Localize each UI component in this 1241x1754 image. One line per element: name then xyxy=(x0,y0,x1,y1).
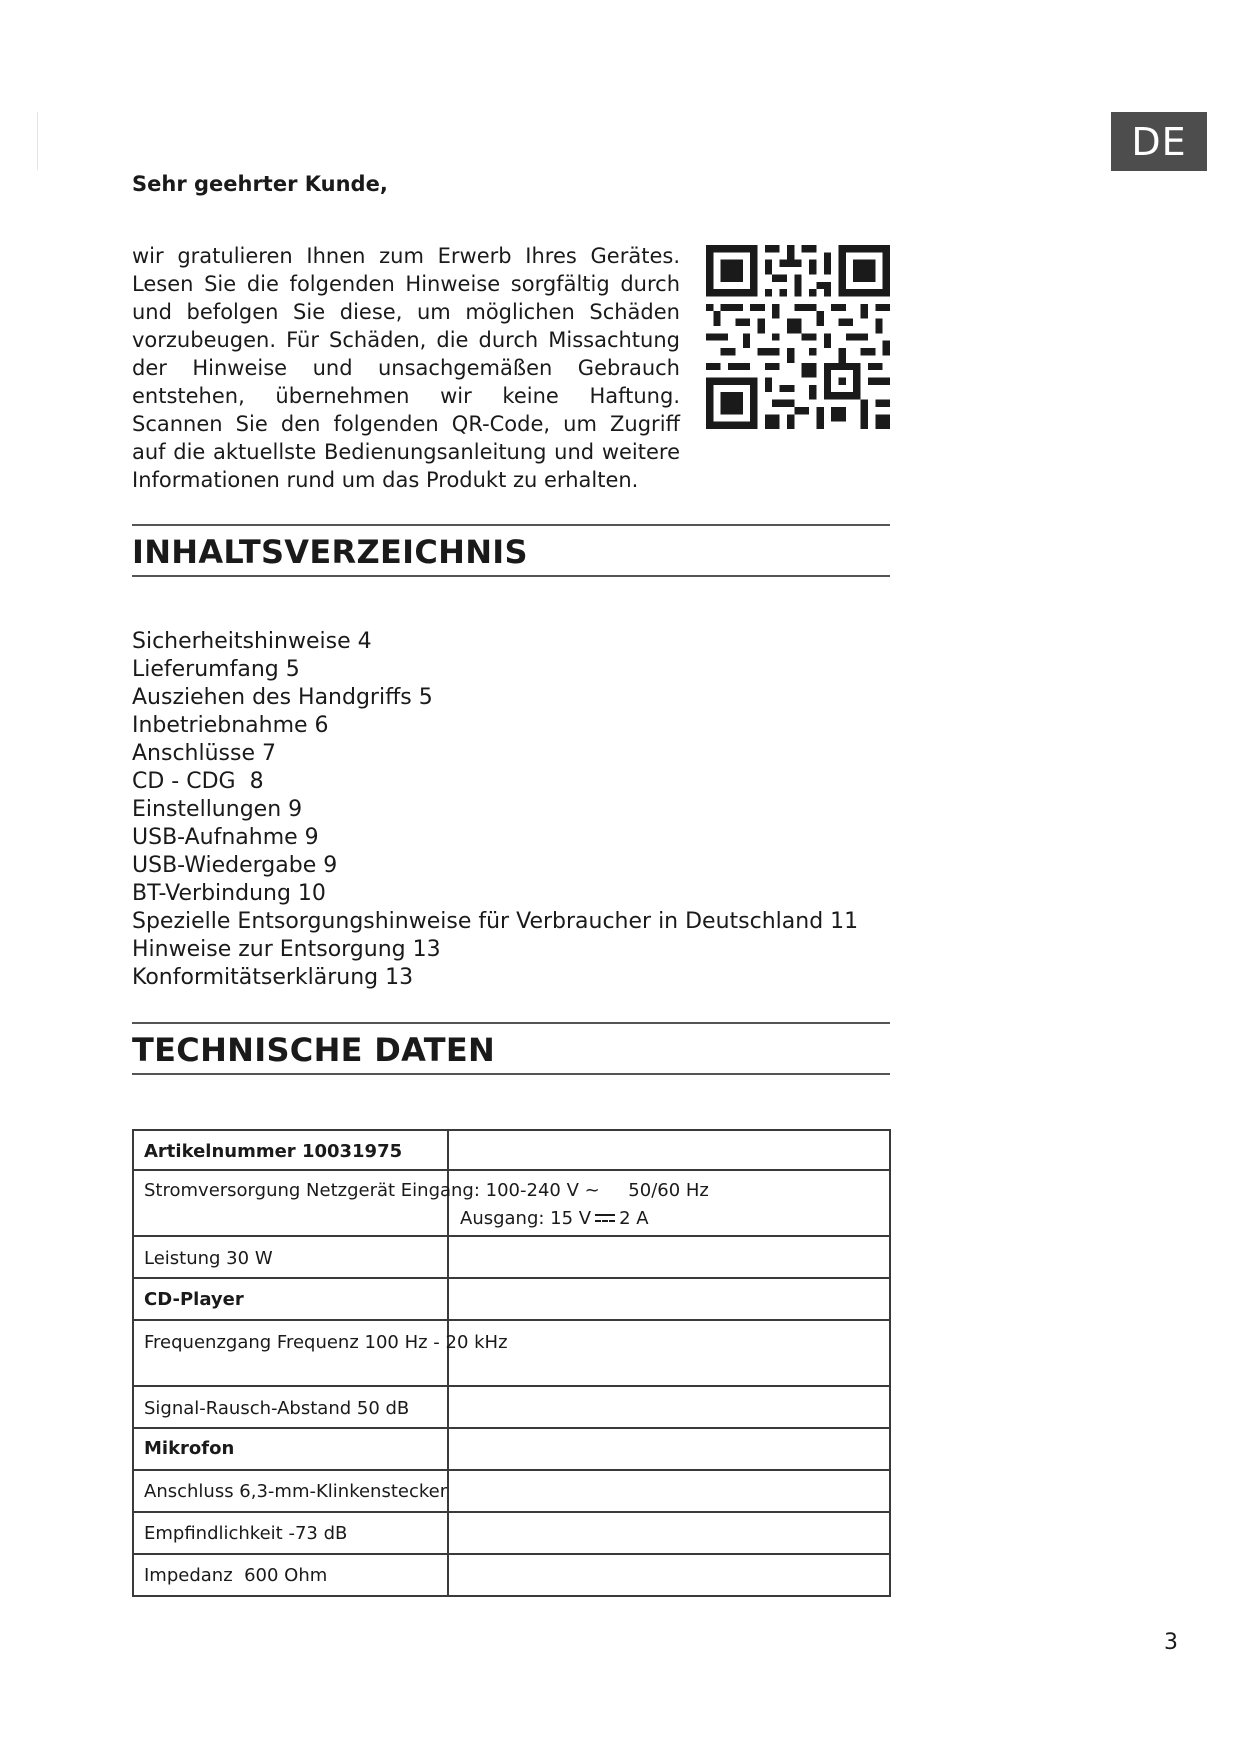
spec-power-output-current: 2 A xyxy=(619,1208,649,1229)
spec-power-output-label: Ausgang: 15 V xyxy=(460,1208,592,1229)
spec-frequency: Frequenzgang Frequenz 100 Hz - 20 kHz xyxy=(144,1332,508,1353)
toc-item: Lieferumfang 5 xyxy=(132,657,300,682)
toc-top-rule xyxy=(132,524,890,526)
intro-text: wir gratulieren Ihnen zum Erwerb Ihres Gerätes. Lesen Sie die folgenden Hinweise sorgfältig durch und befolgen Sie diese, um möglichen Schäden vorzubeugen. Für Schäden, die durch Missachtung der Hinweise und unsachgemäßen Gebrauch entstehen, übernehmen wir keine Haftung. Scannen Sie den folgenden QR-Code, um Zugriff auf die aktuellste Bedienungsanleitung und weitere Informationen rund um das Produkt zu erhalten. xyxy=(132,244,680,492)
specs-bottom-rule xyxy=(132,1073,890,1075)
table-row xyxy=(133,1278,890,1320)
toc-item: USB-Wiedergabe 9 xyxy=(132,853,338,878)
table-row xyxy=(133,1170,890,1236)
spec-snr: Signal-Rausch-Abstand 50 dB xyxy=(144,1398,410,1419)
table-row xyxy=(133,1554,890,1596)
margin-mark xyxy=(37,112,38,170)
table-row xyxy=(133,1470,890,1512)
specs-table xyxy=(132,1129,891,1597)
toc-item: CD - CDG 8 xyxy=(132,769,264,794)
toc-item: Ausziehen des Handgriffs 5 xyxy=(132,685,433,710)
toc-item: USB-Aufnahme 9 xyxy=(132,825,319,850)
table-row xyxy=(133,1512,890,1554)
toc-item: Anschlüsse 7 xyxy=(132,741,276,766)
table-of-contents xyxy=(132,628,858,992)
language-tab: DE xyxy=(1111,112,1207,171)
spec-cd-player: CD-Player xyxy=(144,1289,244,1310)
toc-item: Hinweise zur Entsorgung 13 xyxy=(132,937,441,962)
toc-item: Spezielle Entsorgungshinweise für Verbraucher in Deutschland 11 xyxy=(132,909,859,934)
spec-microphone: Mikrofon xyxy=(144,1438,235,1459)
spec-power-supply: Stromversorgung Netzgerät Eingang: 100-240 V ~ 50/60 Hz xyxy=(144,1180,709,1201)
dc-symbol-icon xyxy=(595,1214,615,1224)
toc-bottom-rule xyxy=(132,575,890,577)
toc-item: Einstellungen 9 xyxy=(132,797,303,822)
table-row xyxy=(133,1236,890,1278)
toc-item: Inbetriebnahme 6 xyxy=(132,713,329,738)
spec-impedance: Impedanz 600 Ohm xyxy=(144,1565,328,1586)
spec-sensitivity: Empfindlichkeit -73 dB xyxy=(144,1523,348,1544)
table-row xyxy=(133,1320,890,1386)
greeting: Sehr geehrter Kunde, xyxy=(132,172,388,196)
table-row xyxy=(133,1130,890,1170)
table-row xyxy=(133,1386,890,1428)
qr-code-icon xyxy=(706,245,890,429)
spec-article-number: Artikelnummer 10031975 xyxy=(144,1141,403,1162)
specs-title: TECHNISCHE DATEN xyxy=(132,1031,496,1069)
spec-connector: Anschluss 6,3-mm-Klinkenstecker xyxy=(144,1481,448,1502)
toc-item: Konformitätserklärung 13 xyxy=(132,965,414,990)
toc-item: BT-Verbindung 10 xyxy=(132,881,326,906)
toc-item: Sicherheitshinweise 4 xyxy=(132,629,372,654)
spec-power: Leistung 30 W xyxy=(144,1248,273,1269)
specs-top-rule xyxy=(132,1022,890,1024)
toc-title: INHALTSVERZEICHNIS xyxy=(132,533,528,571)
page-number: 3 xyxy=(1164,1630,1178,1655)
table-row xyxy=(133,1428,890,1470)
